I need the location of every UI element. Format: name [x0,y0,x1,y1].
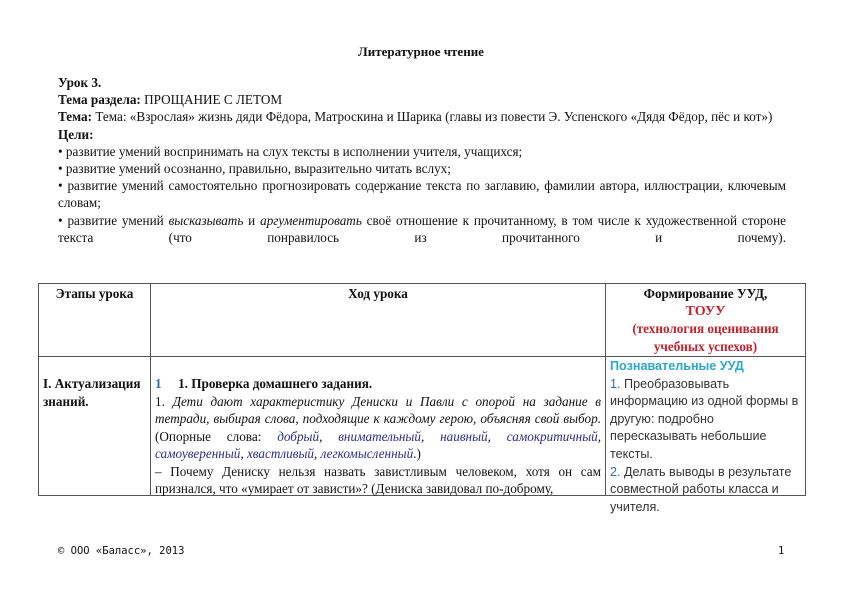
topic-value: Тема: «Взрослая» жизнь дяди Фёдора, Матроскина и Шарика (главы из повести Э. Успенского «Дядя Фёдор, пёс и кот») [92,109,773,125]
goal-3: • развитие умений самостоятельно прогнозировать содержание текста по заглавию, фамилии автора, иллюстрации, ключевым словам; [58,178,786,211]
header-touu: ТОУУ [685,303,726,319]
section-label: Тема раздела: [58,92,141,108]
page-number: 1 [778,545,785,557]
header-touu-desc: (технология оценивания учебных успехов) [632,321,779,354]
lesson-number: Урок 3. [58,75,102,90]
goal-4-part: • развитие умений [58,212,169,228]
task-1-number: 1. [155,393,173,409]
keyword: добрый [277,428,320,444]
table-header-row [39,284,806,357]
uud-item-2 [610,464,801,517]
task-1-ref: (Опорные слова: [155,428,278,444]
uud-item-2-text: Делать выводы в результате совместной работы класса и учителя. [610,464,792,514]
table-row [39,357,806,496]
keyword: самокритичный [506,428,598,444]
homework-title: 1. Проверка домашнего задания. [161,376,373,391]
goals-label: Цели: [58,126,94,142]
lesson-table [38,283,806,514]
homework-title-line [155,358,601,393]
topic-line [58,108,786,125]
task-1 [155,393,601,463]
uud-item-1-text: Преобразовывать информацию из одной формы в другую: подробно пересказывать небольшие тексты. [610,376,799,461]
keyword: самоуверенный [155,446,241,461]
goal-4 [58,212,786,246]
uud-cell [606,357,806,514]
uud-item-2-number: 2. [610,464,621,479]
keyword: внимательный [338,428,421,444]
header-progress: Ход урока [151,284,606,357]
uud-title: Познавательные УУД [610,359,744,373]
footer-copyright: © ООО «Баласс», 2013 [58,545,185,557]
stage-cell [39,357,151,496]
goal-4-part: и [243,212,261,228]
progress-content [155,358,601,494]
section-value: ПРОЩАНИЕ С ЛЕТОМ [140,92,283,108]
task-1-keywords: добрый, внимательный, наивный, самокритичный, самоуверенный, хвастливый, легкомысленный [155,428,602,461]
keyword: легкомысленный [320,446,414,461]
header-stages: Этапы урока [39,284,151,357]
progress-cell [151,357,606,496]
keyword: наивный [440,428,488,444]
section-line [58,91,786,108]
uud-item-1-number: 1. [610,376,621,391]
stage-label: I. Актуализация знаний. [43,376,141,409]
keyword: хвастливый [246,446,314,461]
goal-4-italic-1: высказывать [168,212,244,228]
item-number: 1 [155,376,162,391]
document-title: Литературное чтение [358,44,484,59]
task-1-close: .) [413,446,421,461]
goal-4-part: своё отношение к прочитанному, в том числе к художественной стороне текста (что понравилось из прочитанного и почему). [58,212,787,245]
lesson-header [58,74,786,246]
topic-label: Тема: [58,109,93,125]
header-uud-title: Формирование УУД, [643,286,768,301]
goal-4-italic-2: аргументировать [260,212,362,228]
question-1: – Почему Дениску нельзя назвать завистливым человеком, хотя он сам признался, что «умирает от зависти»? (Дениска завидовал по-доброму, [155,463,601,496]
uud-item-1 [610,376,801,464]
goal-1: • развитие умений воспринимать на слух тексты в исполнении учителя, учащихся; [58,143,523,159]
uud-content [610,358,801,514]
header-uud [606,284,806,357]
task-1-text: Дети дают характеристику Дениски и Павли с опорой на задание в тетради, выбирая слова, подходящие к каждому герою, объясняя свой выбор. [155,393,601,426]
goal-2: • развитие умений осознанно, правильно, выразительно читать вслух; [58,161,451,177]
